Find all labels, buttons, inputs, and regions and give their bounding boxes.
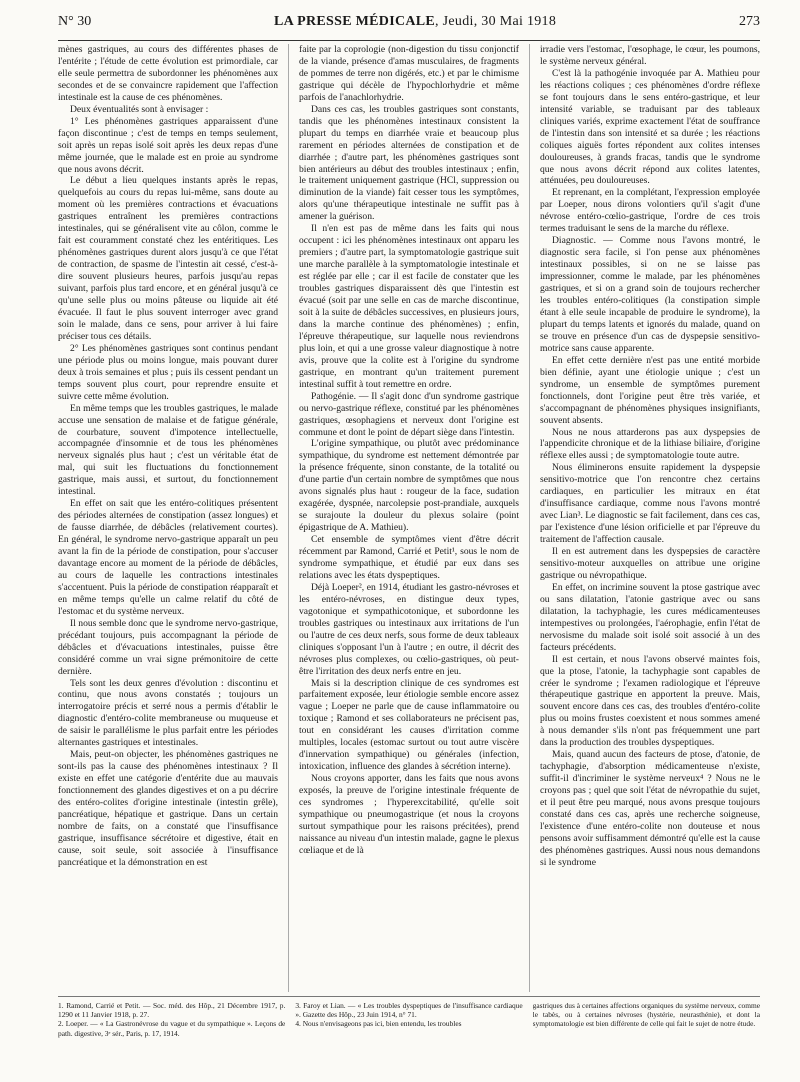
paragraph: Il nous semble donc que le syndrome nervo-gastrique, précédant toujours, puis accompagnant la période de débâcles et d'évacuations intestinales, puisse être considéré comme un vrai signe prémonitoire de cette dernière. — [58, 617, 278, 677]
footnote: gastriques dus à certaines affections organiques du système nerveux, comme le tabès, ou à certaines névroses (hystérie, neurasthénie), et dont la symptomatologie est bien différente de celle qui fait le sujet de notre étude. — [532, 1001, 760, 1029]
footnotes — [58, 996, 760, 1061]
paragraph: Mais, peut-on objecter, les phénomènes gastriques ne sont-ils pas la cause des phénomènes intestinaux ? Il existe en effet une catégorie d'entérite due au mauvais fonctionnement des glandes digestives et on a pu décrire des entéro-colites d'origine intestinale (intestin grêle), pancréatique, hépatique et gastrique. Dans un certain nombre de faits, on a constaté que l'insuffisance gastrique, insuffisance sécrétoire et digestive, était en cause, soit seule, soit associée à l'insuffisance pancréatique et la démonstration en est — [58, 749, 278, 868]
paragraph: Il n'en est pas de même dans les faits qui nous occupent : ici les phénomènes intestinaux ont apparu les premiers ; d'autre part, la symptomatologie gastrique suit une marche parallèle à la symptomatologie intestinale et est réglée par elle ; car il est facile de constater que les troubles gastriques disparaissent dès que l'intestin est évacué (soit par une selle en cas de marche discontinue, soit à la suite de débâcles successives, en plusieurs jours, dans la marche continue des phénomènes) ; enfin, l'épreuve thérapeutique, sur laquelle nous reviendrons plus loin, et qui a une grosse valeur diagnostique à notre avis, prouve que la colite est à l'origine du syndrome gastrique, en montrant qu'un traitement purement intestinal suffit à tout remettre en ordre. — [299, 223, 519, 390]
page-header — [58, 14, 760, 41]
article-body — [58, 44, 760, 992]
masthead — [274, 14, 556, 30]
paragraph: Mais si la description clinique de ces syndromes est parfaitement exposée, leur étiologie semble encore assez vague ; Loeper ne parle que de cause inflammatoire ou toxique ; Ramond et ses collaborateurs ne précisent pas, tout en considérant les causes d'irritation comme multiples, locales (estomac surtout ou tout autre viscère d'innervation sympathique) ou générales (infection, intoxication, influence des glandes à sécrétion interne). — [299, 677, 519, 773]
paragraph: Tels sont les deux genres d'évolution : discontinu et continu, que nous avons constatés ; toujours un interrogatoire précis et serré nous a permis d'établir le diagnostic d'entéro-colite membraneuse ou muqueuse et de saisir le parallélisme le plus parfait entre les périodes alternantes gastriques et intestinales. — [58, 677, 278, 749]
paragraph: Mais, quand aucun des facteurs de ptose, d'atonie, de tachyphagie, d'absorption médicamenteuse n'existe, suffit-il d'incriminer le système nerveux⁴ ? Nous ne le croyons pas ; quel que soit l'état de névropathie du sujet, et il peut être peu marqué, nous avons presque toujours constaté dans ces cas, après une recherche soigneuse, l'existence d'une entéro-colite non douteuse et nous pensons avoir suffisamment démontré qu'elle est la cause des phénomènes gastriques. Aussi nous nous demandons si le syndrome — [540, 749, 760, 868]
paragraph: En effet cette dernière n'est pas une entité morbide bien définie, ayant une étiologie unique ; c'est un syndrome, un ensemble de symptômes purement fonctionnels, dont l'origine peut être très variée, et s'accompagnant de phénomènes physiques insignifiants, souvent absents. — [540, 354, 760, 426]
column-1 — [58, 44, 278, 992]
paragraph: Nous croyons apporter, dans les faits que nous avons exposés, la preuve de l'origine intestinale fréquente de ces syndromes ; l'hyperexcitabilité, qu'elle soit sympathique ou pneumogastrique (et nous la croyons surtout sympathique pour les raisons précitées), prend naissance au niveau d'un intestin malade, gagne le plexus cœliaque et de là — [299, 773, 519, 856]
paragraph: Le début a lieu quelques instants après le repas, quelquefois au cours du repas lui-même, sans doute au moment où les premières contractions et évacuations gastriques entraînent les premières contractions intestinales, qui se généralisent vite au côlon, comme le fait est couramment constaté chez les entéritiques. Les phénomènes gastriques durent alors jusqu'à ce que l'état de contraction, de spasme de l'intestin ait cessé, c'est-à-dire souvent plusieurs heures, parfois jusqu'au repas suivant, parfois plus tard encore, et en général jusqu'à ce qu'une selle plus ou moins pâteuse ou liquide ait été évacuée. Il faut le plus souvent interroger avec grand soin le malade, dans ce sens, pour arriver à lui faire préciser tous ces détails. — [58, 175, 278, 342]
paragraph: Nous éliminerons ensuite rapidement la dyspepsie sensitivo-motrice que l'on rencontre chez certains cardiaques, en particulier les mitraux en état d'insuffisance cardiaque, comme nous l'avons montré avec Lian³. Le diagnostic se fait facilement, dans ces cas, par l'existence d'une lésion orificielle et par l'épreuve du traitement de l'affection causale. — [540, 462, 760, 546]
paragraph: En même temps que les troubles gastriques, le malade accuse une sensation de malaise et de fatigue générale, de courbature, souvent d'impotence intellectuelle, accompagnée d'insomnie et de tous les phénomènes nerveux signalés plus haut ; c'est un véritable état de mal, qui suit les fluctuations du fonctionnement gastrique, mais aussi, et surtout, du fonctionnement intestinal. — [58, 402, 278, 498]
paragraph: mènes gastriques, au cours des différentes phases de l'entérite ; l'étude de cette évolution est primordiale, car elle seule permettra de subordonner les phénomènes aux secondes et de se convaincre rapidement que l'affection intestinale est la cause de ces phénomènes. — [58, 44, 278, 103]
issue-date: , Jeudi, 30 Mai 1918 — [435, 14, 557, 29]
footnote: 3. Faroy et Lian. — « Les troubles dyspeptiques de l'insuffisance cardiaque ». Gazette des Hôp., 23 Juin 1914, n° 71. — [295, 1001, 523, 1020]
paragraph: faite par la coprologie (non-digestion du tissu conjonctif de la viande, présence d'amas musculaires, de fragments de pommes de terre non digérés, etc.) et par le chimisme gastrique qui décèle de l'hypochlorhydrie et même parfois de l'anachlorhydrie. — [299, 44, 519, 103]
paragraph: Il en est autrement dans les dyspepsies de caractère sensitivo-moteur auxquelles on attribue une origine gastrique ou névropathique. — [540, 546, 760, 581]
page-number: 273 — [738, 14, 760, 29]
footnote: 4. Nous n'envisageons pas ici, bien entendu, les troubles — [295, 1019, 462, 1029]
footnotes-column-2 — [295, 1001, 522, 1061]
paragraph: En effet on sait que les entéro-colitiques présentent des périodes alternées de constipation (assez longues) et de fausse diarrhée, de débâcles (relativement courtes). En général, le syndrome nervo-gastrique apparaît un peu avant la fin de la période de constipation, pour s'accuser davantage encore au moment de la période de débâcles, au cours de laquelle les contractions intestinales s'accentuent. Puis la période de constipation réapparaît et en même temps qu'elle un calme relatif du côté de l'estomac et du système nerveux. — [58, 498, 278, 617]
column-2 — [299, 44, 519, 992]
paragraph: 2° Les phénomènes gastriques sont continus pendant une période plus ou moins longue, mais pouvant durer deux à trois semaines et plus ; puis ils cessent pendant un temps souvent plus court, pour reprendre ensuite et suivre cette même évolution. — [58, 342, 278, 402]
column-3 — [540, 44, 760, 992]
footnotes-column-3 — [533, 1001, 760, 1061]
paragraph: Dans ces cas, les troubles gastriques sont constants, tandis que les phénomènes intestinaux consistent la plupart du temps en diarrhée vraie et beaucoup plus rarement en périodes alternées de constipation et de diarrhée ; d'autre part, les phénomènes gastriques sont bien antérieurs au début des troubles intestinaux ; enfin, le traitement uniquement gastrique (HCl, suppression ou diminution de la viande) fait cesser tous les symptômes, alors qu'une thérapeutique intestinale ne suffit pas à amener la guérison. — [299, 103, 519, 223]
paragraph: irradie vers l'estomac, l'œsophage, le cœur, les poumons, le système nerveux général. — [540, 44, 760, 67]
paragraph: L'origine sympathique, ou plutôt avec prédominance sympathique, du syndrome est nettement démontrée par la présence fréquente, sinon constante, de la totalité ou d'une partie d'un certain nombre de symptômes que nous avons signalés plus haut : rougeur de la face, sudation exagérée, dyspnée, narcolepsie post-prandiale, auxquels se surajoute la douleur du plexus solaire (point épigastrique de A. Mathieu). — [299, 438, 519, 534]
paragraph: En effet, on incrimine souvent la ptose gastrique avec ou sans dilatation, l'atonie gastrique avec ou sans dilatation, la tachyphagie, les cures médicamenteuses intempestives ou prolongées, l'aérophagie, enfin l'état de nervosisme du malade soit isolé soit associé à un des facteurs précédents. — [540, 581, 760, 653]
paragraph: 1° Les phénomènes gastriques apparaissent d'une façon discontinue ; c'est de temps en temps seulement, soit après un repas isolé soit après les deux repas d'une même journée, que le malade est en proie au syndrome que nous avons décrit. — [58, 115, 278, 175]
issue-number: N° 30 — [58, 14, 92, 29]
paragraph: Cet ensemble de symptômes vient d'être décrit récemment par Ramond, Carrié et Petit¹, sous le nom de syndrome sympathique, et étudié par eux dans ses relations avec les états dyspeptiques. — [299, 534, 519, 581]
paragraph: Il est certain, et nous l'avons observé maintes fois, que la ptose, l'atonie, la tachyphagie sont capables de créer le syndrome ; l'examen radiologique et l'épreuve thérapeutique gastrique en apportent la preuve. Mais, souvent encore dans ces cas, des troubles d'entéro-colite plus ou moins frustes coexistent et nous sommes amené à nous demander s'ils n'ont pas fréquemment une part dans la production des troubles dyspeptiques. — [540, 653, 760, 749]
footnote: 1. Ramond, Carrié et Petit. — Soc. méd. des Hôp., 21 Décembre 1917, p. 1290 et 11 Janvier 1918, p. 27. — [58, 1001, 286, 1020]
paragraph: Nous ne nous attarderons pas aux dyspepsies de l'appendicite chronique et de la lithiase biliaire, d'origine réflexe elles aussi ; de symptomatologie toute autre. — [540, 426, 760, 462]
footnotes-column-1 — [58, 1001, 285, 1061]
footnote: 2. Loeper. — « La Gastronévrose du vague et du sympathique ». Leçons de path. digestive, 3ᵉ sér., Paris, p. 17, 1914. — [58, 1019, 286, 1038]
paragraph: Déjà Loeper², en 1914, étudiant les gastro-névroses et les entéro-névroses, en distingue deux types, vagotonique et sympathicotonique, et subordonne les troubles gastriques ou intestinaux aux irritations de l'un ou l'autre de ces deux nerfs, sous forme de deux tableaux cliniques s'opposant l'un à l'autre ; en outre, il décrit des névroses plus complexes, ou cœlio-gastriques, où peut-être l'irritation des deux nerfs entre en jeu. — [299, 581, 519, 677]
paragraph: Et reprenant, en la complétant, l'expression employée par Loeper, nous dirons volontiers qu'il s'agit d'une névrose entéro-cœlio-gastrique, l'ordre de ces trois termes traduisant le sens de la marche du réflexe. — [540, 187, 760, 235]
paragraph: Pathogénie. — Il s'agit donc d'un syndrome gastrique ou nervo-gastrique réflexe, constitué par les phénomènes gastriques, œsophagiens et nerveux dont l'origine est commune et dont le point de départ siège dans l'intestin. — [299, 390, 519, 438]
journal-title: LA PRESSE MÉDICALE — [274, 14, 436, 29]
paragraph: Deux éventualités sont à envisager : — [70, 103, 209, 115]
column-rule — [529, 44, 530, 992]
paragraph: Diagnostic. — Comme nous l'avons montré, le diagnostic sera facile, si l'on pense aux phénomènes intestinaux possibles, si on ne se laisse pas impressionner, comme le malade, par les phénomènes gastriques, et si on a grand soin de toujours rechercher les troubles entéro-colitiques (la constipation simple étant à elle seule incapable de produire le syndrome), la plupart du temps latents et ignorés du malade, quand on se trouve en présence d'un cas de dyspepsie sensitivo-motrice sans cause apparente. — [540, 235, 760, 354]
column-rule — [288, 44, 289, 992]
paragraph: C'est là la pathogénie invoquée par A. Mathieu pour les réactions coliques ; ces phénomènes d'ordre réflexe se font toujours dans le sens entéro-gastrique, et leur intensité variable, se traduisant par des tableaux cliniques variés, exprime exactement l'état de souffrance de l'intestin dans son intensité et sa durée ; les réactions coliques aiguës fortes répondent aux colites intenses douloureuses, à grands fracas, tandis que le syndrome que nous avons décrit répond aux colites latentes, atténuées, peu douloureuses. — [540, 67, 760, 187]
